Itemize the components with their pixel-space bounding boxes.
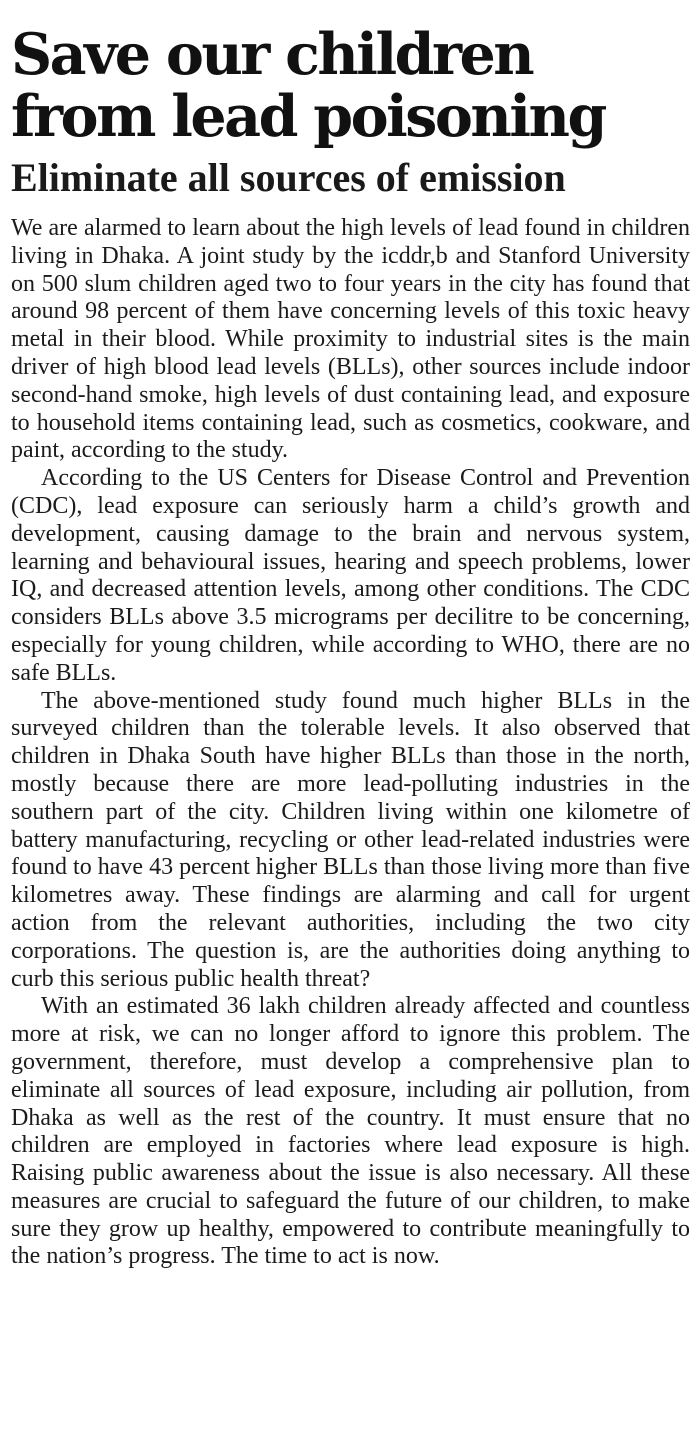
editorial-article — [11, 0, 690, 1271]
paragraph-4: With an estimated 36 lakh children already affected and countless more at risk, we can no longer afford to ignore this problem. The government, therefore, must develop a comprehensive plan to eliminate all sources of lead exposure, including air pollution, from Dhaka as well as the rest of the country. It must ensure that no children are employed in factories where lead exposure is high. Raising public awareness about the issue is also necessary. All these measures are crucial to safeguard the future of our children, to make sure they grow up healthy, empowered to contribute meaningfully to the nation’s progress. The time to act is now. — [11, 993, 690, 1270]
article-body — [11, 215, 690, 1271]
headline — [11, 21, 690, 150]
headline-line-1: Save our children — [11, 21, 533, 88]
headline-line-2: from lead poisoning — [11, 83, 605, 150]
paragraph-3: The above-mentioned study found much higher BLLs in the surveyed children than the tolerable levels. It also observed that children in Dhaka South have higher BLLs than those in the north, mostly because there are more lead-polluting industries in the southern part of the city. Children living within one kilometre of battery manufacturing, recycling or other lead-related industries were found to have 43 percent higher BLLs than those living more than five kilometres away. These findings are alarming and call for urgent action from the relevant authorities, including the two city corporations. The question is, are the authorities doing anything to curb this serious public health threat? — [11, 687, 690, 992]
paragraph-2: According to the US Centers for Disease Control and Prevention (CDC), lead exposure can seriously harm a child’s growth and development, causing damage to the brain and nervous system, learning and behavioural issues, hearing and speech problems, lower IQ, and decreased attention levels, among other conditions. The CDC considers BLLs above 3.5 micrograms per decilitre to be concerning, especially for young children, while according to WHO, there are no safe BLLs. — [11, 465, 690, 686]
subheadline: Eliminate all sources of emission — [11, 155, 566, 200]
paragraph-1: We are alarmed to learn about the high levels of lead found in children living in Dhaka. A joint study by the icddr,b and Stanford University on 500 slum children aged two to four years in the city has found that around 98 percent of them have concerning levels of this toxic heavy metal in their blood. While proximity to industrial sites is the main driver of high blood lead levels (BLLs), other sources include indoor second-hand smoke, high levels of dust containing lead, and exposure to household items containing lead, such as cosmetics, cookware, and paint, according to the study. — [11, 215, 690, 464]
